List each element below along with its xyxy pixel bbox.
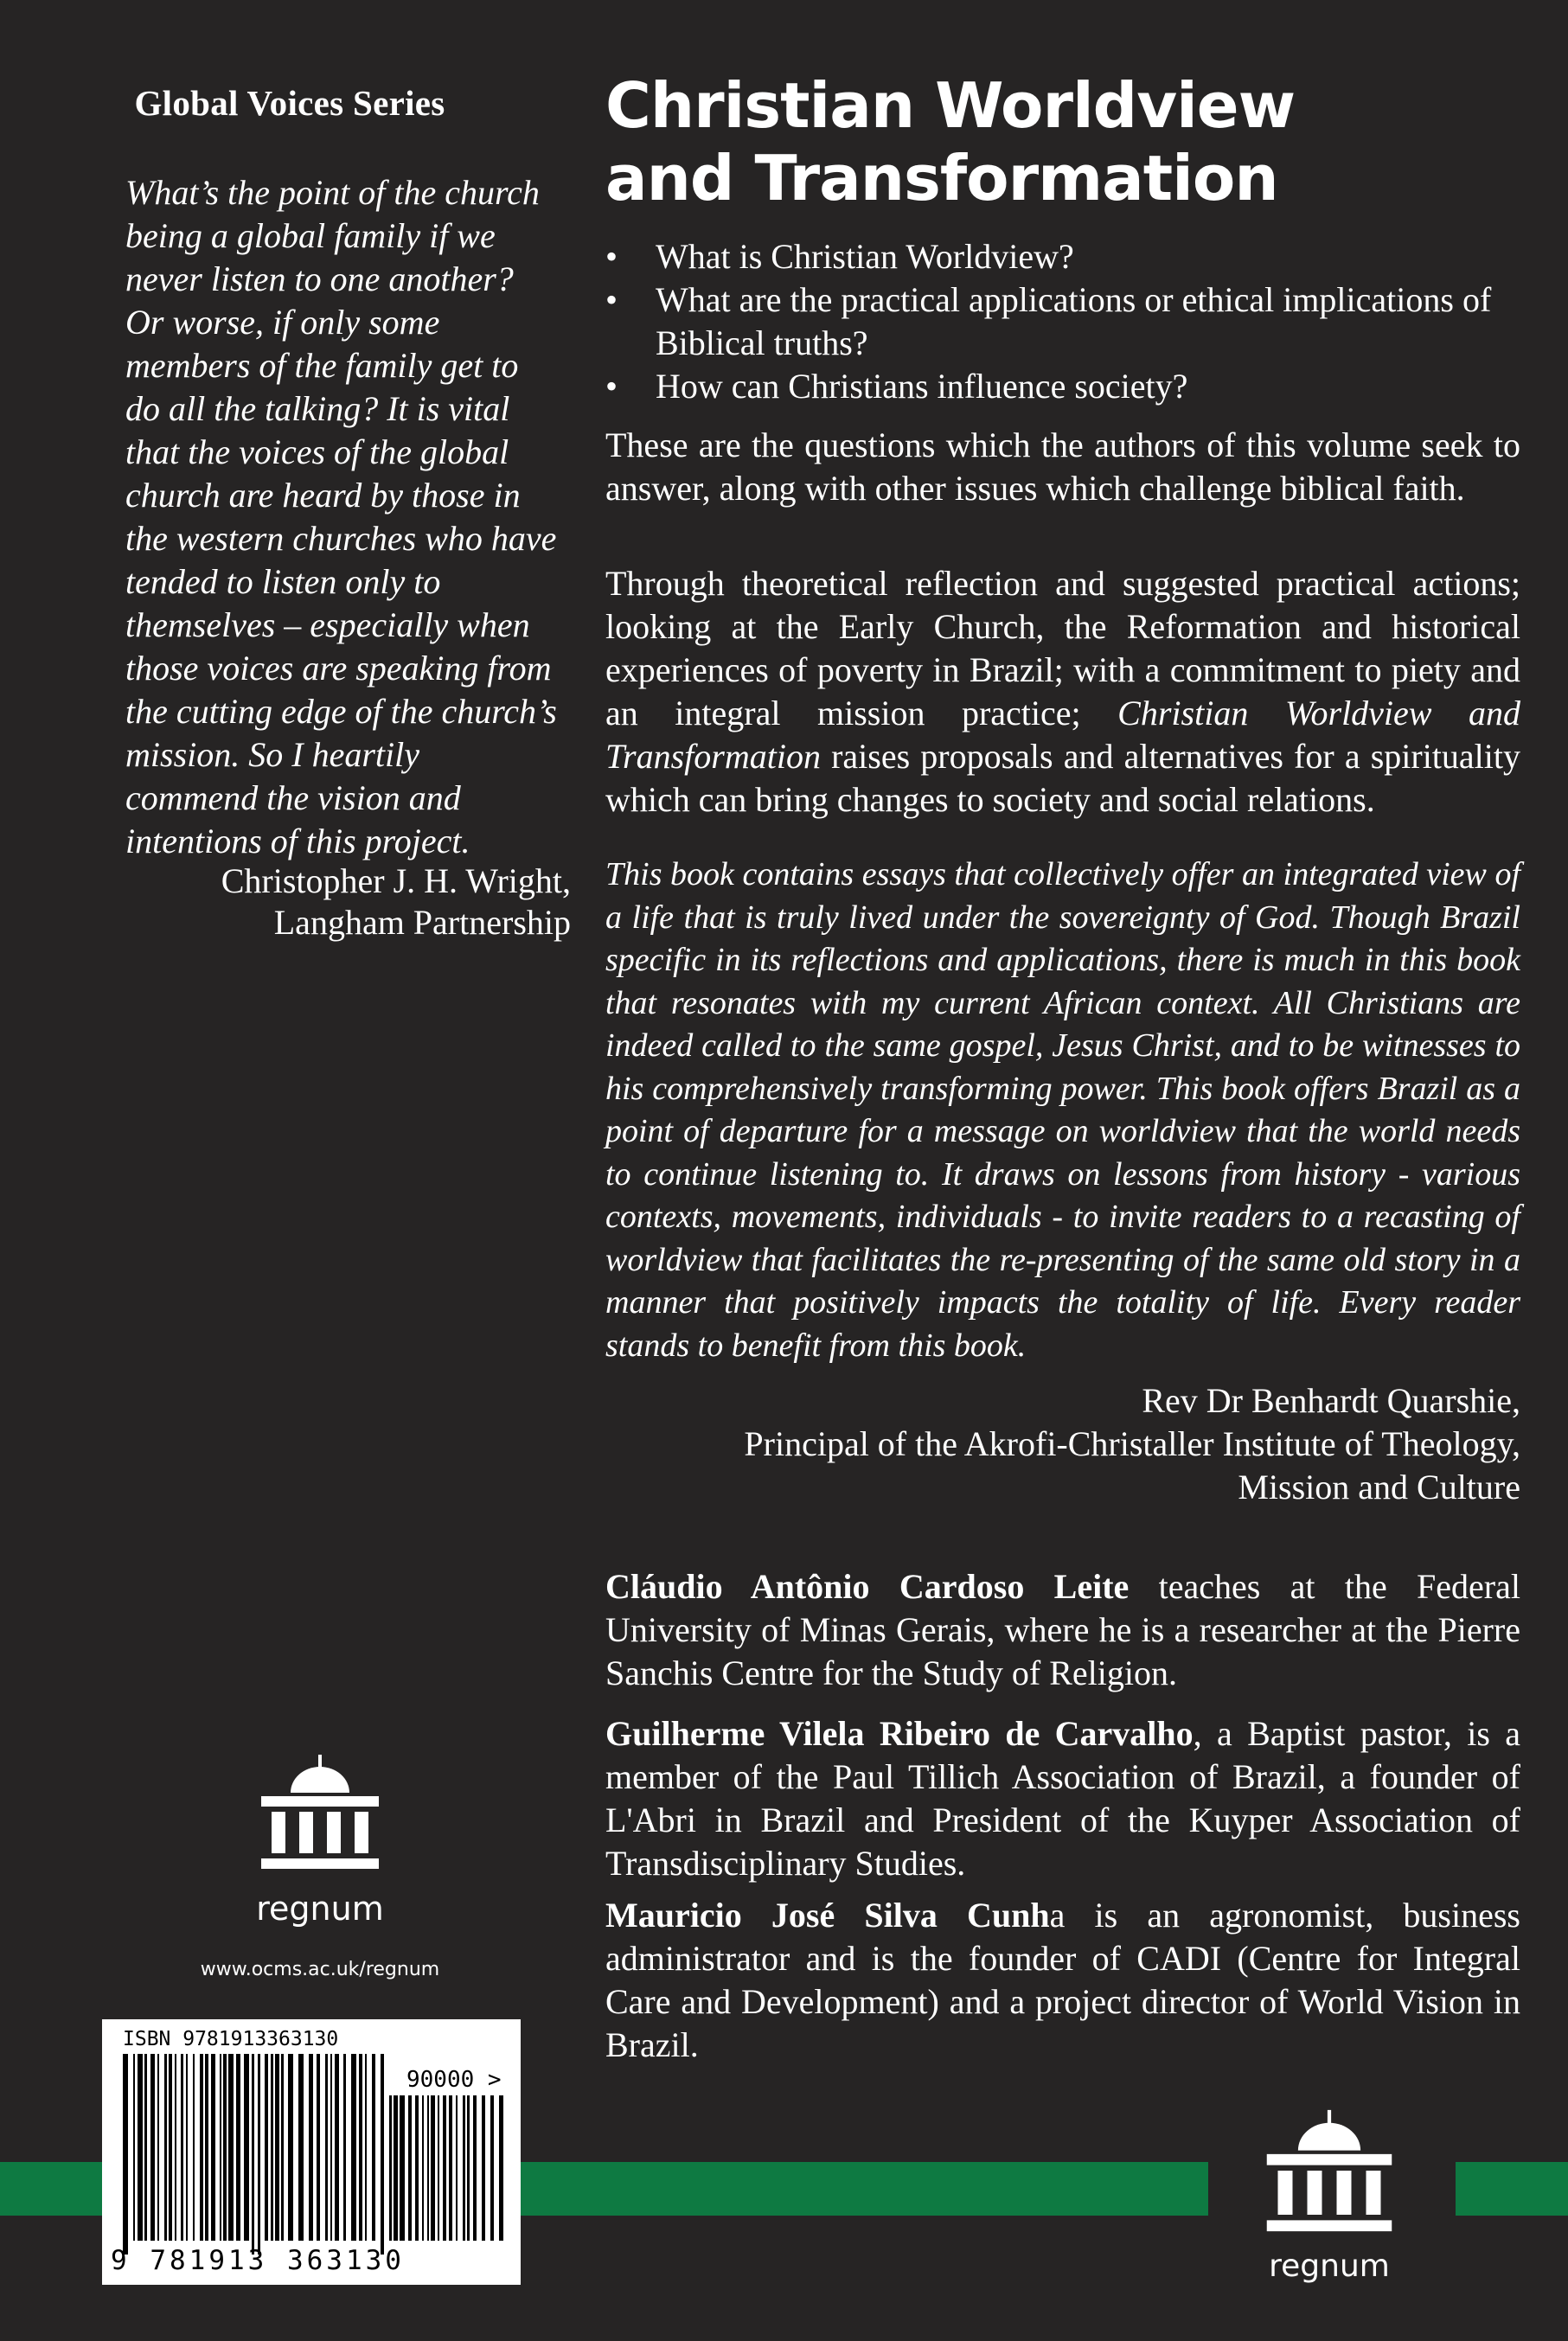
barcode-bar — [438, 2095, 439, 2241]
barcode-bar — [175, 2054, 176, 2241]
barcode-bar — [408, 2095, 412, 2241]
book-title-line-1: Christian Worldview — [605, 69, 1296, 142]
publisher-name: regnum — [256, 1890, 384, 1928]
description-text-start: Through theoretical reflection and suggested practical actions; looking at the Early Church, the Reformation and historical experiences of poverty in Brazil; with a commitment to piety and an integral mission practice; — [605, 564, 1520, 732]
green-band-left — [0, 2162, 102, 2216]
barcode-bar — [381, 2054, 384, 2255]
barcode-bar — [372, 2054, 375, 2241]
barcode-bar — [298, 2054, 304, 2241]
barcode-bar — [123, 2054, 128, 2255]
description-text-end: raises proposals and alternatives for a spirituality which can bring changes to society and social relations. — [605, 737, 1521, 819]
barcode-bar — [359, 2054, 362, 2241]
attribution-name: Christopher J. H. Wright, — [221, 861, 571, 900]
barcode-bar — [317, 2054, 320, 2241]
barcode-bar — [133, 2054, 135, 2241]
green-band-right — [1456, 2162, 1568, 2216]
barcode-bar — [186, 2054, 188, 2241]
publisher-name: regnum — [1269, 2248, 1390, 2284]
barcode-bar — [456, 2095, 458, 2241]
author-name: Guilherme Vilela Ribeiro de Carvalho — [605, 1714, 1194, 1753]
endorsement-attribution — [605, 1379, 1520, 1509]
author-bio — [605, 1894, 1520, 2067]
regnum-logo-icon — [1256, 2106, 1403, 2235]
barcode-bar — [228, 2054, 234, 2241]
regnum-logo-icon — [251, 1751, 389, 1872]
barcode-bar — [205, 2054, 208, 2241]
barcode-bar — [281, 2054, 284, 2241]
barcode-bar — [365, 2054, 367, 2241]
book-title-line-2: and Transformation — [605, 142, 1278, 214]
barcode-bar — [164, 2054, 167, 2241]
barcode-bar — [150, 2054, 155, 2241]
barcode-bar — [309, 2054, 313, 2241]
author-name: Cláudio Antônio Cardoso Leite — [605, 1567, 1130, 1606]
barcode-bar — [463, 2095, 465, 2241]
series-endorsement-quote: What’s the point of the church being a global family if we never listen to one another? Or worse, if only some members of the family get to do all the talking? It is vital that the voices of the global church are heard by those in the western churches who have tended to listen only to themselves – especially when those voices are speaking from the cutting edge of the church’s mission. So I heartily commend the vision and intentions of this project. — [125, 173, 557, 860]
author-bio-text: , a Baptist pastor, is a member of the Paul Tillich Association of Brazil, a founder of L'Abri in Brazil and President of the Kuyper Association of Transdisciplinary Studies. — [605, 1714, 1520, 1883]
intro-paragraph: These are the questions which the authors of this volume seek to answer, along with other issues which challenge biblical faith. — [605, 425, 1520, 508]
barcode-bar — [258, 2054, 260, 2255]
endorser-title: Principal of the Akrofi-Christaller Institute of Theology, — [744, 1424, 1520, 1463]
barcode-bar — [473, 2095, 477, 2241]
barcode-bar — [431, 2095, 435, 2241]
question-list — [605, 235, 1514, 408]
endorsement-quote: This book contains essays that collectively offer an integrated view of a life that is truly lived under the sovereignty of God. Though Brazil specific in its reflections and applications, there is much in this book that resonates with my current African context. All Christians are indeed called to the same gospel, Jesus Christ, and to be witnesses to his comprehensively transforming power. This book offers Brazil as a point of departure for a message on worldview that the world needs to continue listening to. It draws on lessons from history - various contexts, movements, individuals - to invite readers to a recasting of worldview that facilitates the re-presenting of the same old story in a manner that positively impacts the totality of life. Every reader stands to benefit from this book. — [605, 856, 1520, 1364]
isbn-label: ISBN 9781913363130 — [123, 2028, 339, 2050]
barcode-bar — [394, 2095, 398, 2241]
barcode-bar — [443, 2095, 446, 2241]
author-bio-text: teaches at the Federal University of Minas Gerais, where he is a researcher at the Pierre Sanchis Centre for the Study of Religion. — [605, 1567, 1520, 1692]
bullet-icon: • — [605, 280, 618, 319]
bullet-icon: • — [605, 367, 618, 406]
author-bio — [605, 1565, 1520, 1695]
list-item-text: What are the practical applications or ethical implications of Biblical truths? — [656, 280, 1492, 362]
barcode-bar — [265, 2054, 268, 2241]
barcode-bar — [181, 2054, 183, 2241]
list-item — [605, 278, 1514, 365]
barcode-bar — [236, 2054, 240, 2241]
barcode-bar — [288, 2054, 293, 2241]
barcode-bar — [211, 2054, 215, 2241]
book-title-inline: Christian Worldview and Transformation — [605, 694, 1520, 776]
barcode-bar — [343, 2054, 346, 2241]
ean-barcode — [123, 2054, 387, 2255]
addon-barcode — [389, 2095, 503, 2255]
author-bio — [605, 1712, 1520, 1885]
barcode-bar — [223, 2054, 227, 2241]
list-item-text: How can Christians influence society? — [656, 367, 1188, 406]
barcode-bar — [415, 2095, 419, 2241]
barcode-bar — [335, 2054, 339, 2241]
barcode-bar — [490, 2095, 494, 2241]
green-band-middle — [521, 2162, 1208, 2216]
barcode-bar — [449, 2095, 452, 2241]
barcode-bar — [389, 2095, 392, 2241]
barcode-bar — [330, 2054, 332, 2241]
barcode-bar — [138, 2054, 143, 2241]
series-title: Global Voices Series — [134, 83, 445, 123]
barcode-bar — [220, 2054, 221, 2241]
barcode-bar — [499, 2095, 503, 2241]
barcode-bar — [400, 2095, 405, 2241]
barcode-bar — [351, 2054, 356, 2241]
author-bio-text: is an agronomist, business administrator and is the founder of CADI (Centre for Integral Care and Development) and a project director of World Vision in Brazil. — [605, 1896, 1520, 2064]
barcode-bar — [467, 2095, 470, 2241]
list-item-text: What is Christian Worldview? — [656, 237, 1074, 276]
ean-digits: 9 781913 363130 — [111, 2245, 405, 2276]
barcode-bar — [422, 2095, 424, 2241]
barcode-bar — [482, 2095, 485, 2241]
barcode-bar — [427, 2095, 429, 2241]
barcode-bar — [193, 2054, 195, 2241]
attribution-org: Langham Partnership — [273, 903, 571, 942]
author-name-tail: a — [1049, 1896, 1066, 1935]
book-title — [605, 69, 1514, 214]
barcode-bar — [144, 2054, 147, 2241]
list-item — [605, 365, 1514, 408]
barcode-bar — [271, 2054, 273, 2241]
bullet-icon: • — [605, 237, 618, 276]
price-code: 90000 > — [406, 2067, 502, 2093]
endorser-name: Rev Dr Benhardt Quarshie, — [1142, 1381, 1520, 1420]
barcode-bar — [157, 2054, 159, 2241]
barcode-bar — [169, 2054, 172, 2241]
barcode-bar — [244, 2054, 249, 2241]
publisher-website: www.ocms.ac.uk/regnum — [200, 1959, 440, 1980]
description-paragraph — [605, 562, 1520, 822]
list-item — [605, 235, 1514, 278]
barcode-bar — [252, 2054, 254, 2255]
series-endorsement-attribution — [121, 860, 571, 943]
barcode-bar — [200, 2054, 203, 2241]
barcode-bar — [275, 2054, 279, 2241]
author-name: Mauricio José Silva Cunh — [605, 1896, 1050, 1935]
endorser-title-cont: Mission and Culture — [1238, 1468, 1520, 1506]
barcode-bar — [325, 2054, 328, 2241]
